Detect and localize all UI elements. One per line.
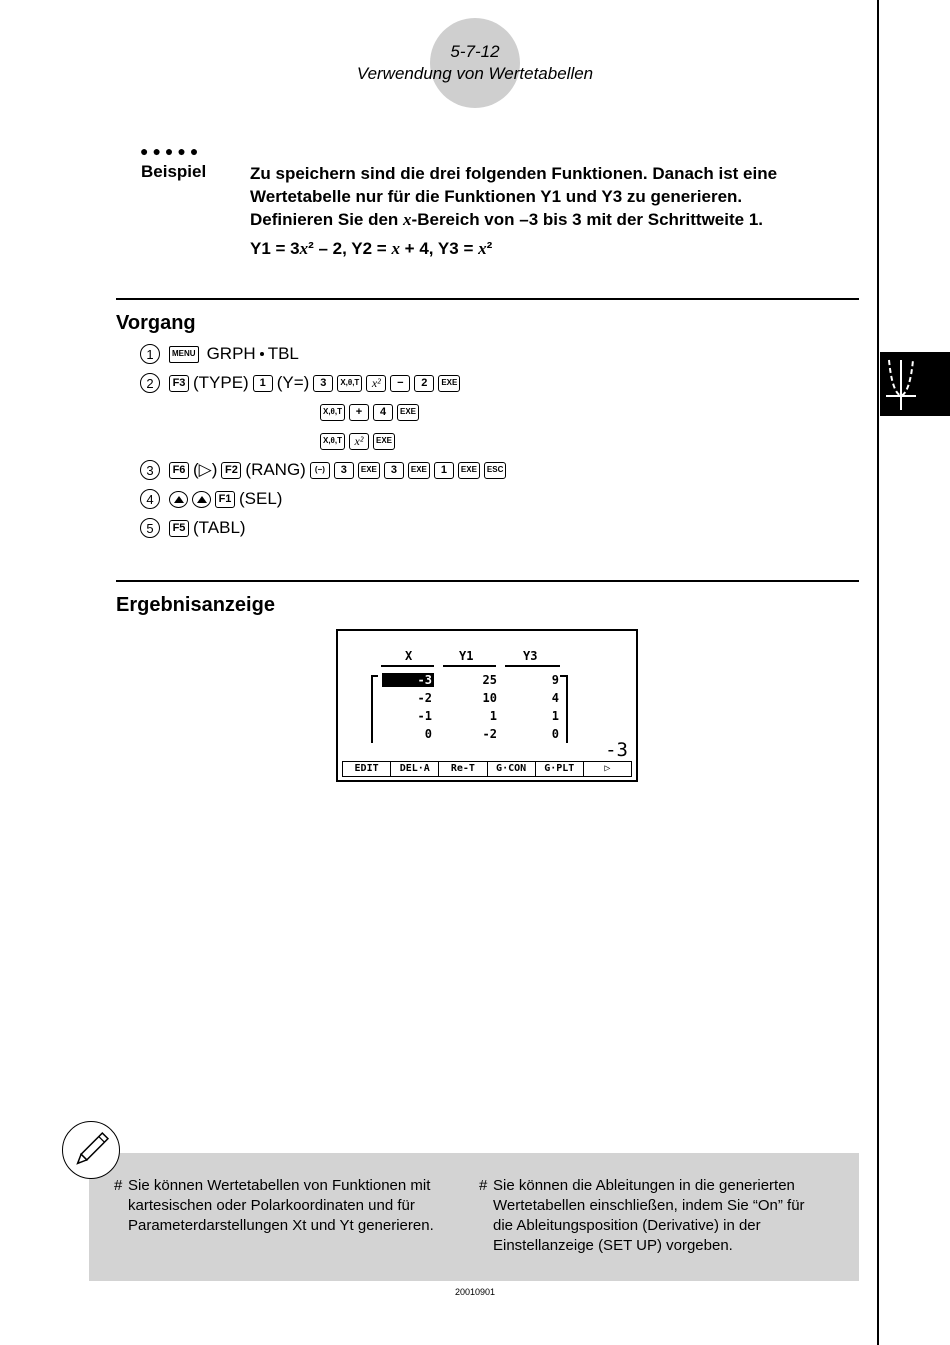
step-2-line-2	[320, 401, 423, 423]
key-2: 2	[414, 375, 434, 392]
table-cell-selected: -3	[382, 673, 434, 687]
column-header: Y1	[459, 649, 474, 663]
bullet-dot	[260, 352, 264, 356]
key-exe: EXE	[458, 462, 480, 479]
key-xthetat: X,θ,T	[320, 404, 345, 421]
table-cell: 0	[551, 727, 559, 741]
step-number: 5	[140, 518, 160, 538]
section-divider	[116, 580, 859, 582]
example-text	[250, 162, 850, 260]
example-line-1: Zu speichern sind die drei folgenden Funktionen. Danach ist eine	[250, 164, 778, 183]
table-cell: 1	[489, 709, 497, 723]
column-header: X	[405, 649, 413, 663]
table-cell: -1	[417, 709, 432, 723]
page-number: 5-7-12	[450, 42, 500, 61]
note-hash: #	[479, 1177, 488, 1194]
key-exe: EXE	[408, 462, 430, 479]
menu-del-a: DEL·A	[390, 762, 438, 777]
key-f2: F2	[221, 462, 241, 479]
menu-edit: EDIT	[342, 762, 390, 777]
key-xthetat: X,θ,T	[320, 433, 345, 450]
key-label: (RANG)	[245, 460, 306, 479]
key-minus: −	[390, 375, 410, 392]
example-dots: ●●●●●	[140, 143, 203, 159]
key-x-squared: x²	[349, 433, 369, 450]
matrix-bracket-right-top	[560, 675, 568, 677]
key-3: 3	[384, 462, 404, 479]
pencil-icon	[63, 1122, 119, 1178]
key-3: 3	[313, 375, 333, 392]
step-4	[140, 488, 286, 510]
step-number: 3	[140, 460, 160, 480]
table-cell: 4	[551, 691, 559, 705]
key-3: 3	[334, 462, 354, 479]
current-value: -3	[605, 739, 628, 761]
step-2-line-3	[320, 430, 399, 452]
header-underline	[381, 665, 434, 667]
table-cell: -2	[417, 691, 432, 705]
note-icon	[62, 1121, 120, 1179]
cursor-up-key-icon	[192, 491, 211, 508]
note-left	[114, 1176, 464, 1236]
header-underline	[505, 665, 560, 667]
table-cell: 9	[551, 673, 559, 687]
key-f3: F3	[169, 375, 189, 392]
key-exe: EXE	[438, 375, 460, 392]
table-cell: 10	[482, 691, 497, 705]
step-5	[140, 517, 250, 539]
key-negative: (−)	[310, 462, 330, 479]
procedure-title: Vorgang	[116, 312, 196, 334]
key-exe: EXE	[373, 433, 395, 450]
example-label: Beispiel	[141, 162, 207, 181]
key-exe: EXE	[358, 462, 380, 479]
note-line: Sie können Wertetabellen von Funktionen mit	[128, 1177, 431, 1194]
key-label: (SEL)	[239, 489, 283, 508]
chapter-tab	[880, 352, 950, 416]
key-label: (TABL)	[193, 518, 246, 537]
key-1: 1	[434, 462, 454, 479]
key-x-squared: x²	[366, 375, 386, 392]
note-line: Parameterdarstellungen Xt und Yt generieren.	[128, 1217, 434, 1234]
note-hash: #	[114, 1177, 123, 1194]
key-xthetat: X,θ,T	[337, 375, 362, 392]
note-line: Wertetabellen einschließen, indem Sie “On” für	[493, 1197, 805, 1214]
matrix-bracket-left-top	[371, 675, 378, 677]
menu-re-t: Re-T	[438, 762, 486, 777]
table-cell: 25	[482, 673, 497, 687]
matrix-bracket-left	[371, 675, 373, 743]
note-line: Einstellanzeige (SET UP) vorgeben.	[493, 1237, 733, 1254]
example-line-3: Definieren Sie den x-Bereich von –3 bis 3 mit der Schrittweite 1.	[250, 210, 763, 229]
step-number: 2	[140, 373, 160, 393]
matrix-bracket-right	[566, 675, 568, 743]
key-label: (TYPE)	[193, 373, 249, 392]
key-4: 4	[373, 404, 393, 421]
key-1: 1	[253, 375, 273, 392]
section-title: Verwendung von Wertetabellen	[356, 64, 594, 83]
section-divider	[116, 298, 859, 300]
note-line: kartesischen oder Polarkoordinaten und für	[128, 1197, 415, 1214]
step-number: 4	[140, 489, 160, 509]
menu-next: ▷	[583, 762, 632, 777]
graph-icon	[880, 352, 950, 416]
key-f5: F5	[169, 520, 189, 537]
note-line: Sie können die Ableitungen in die generierten	[493, 1177, 795, 1194]
step-number: 1	[140, 344, 160, 364]
key-plus: +	[349, 404, 369, 421]
step-1	[140, 343, 299, 365]
table-cell: 0	[424, 727, 432, 741]
calculator-screen	[336, 629, 638, 782]
result-title: Ergebnisanzeige	[116, 594, 275, 616]
note-line: die Ableitungsposition (Derivative) in der	[493, 1217, 761, 1234]
key-f1: F1	[215, 491, 235, 508]
step-text: TBL	[267, 344, 299, 363]
key-f6: F6	[169, 462, 189, 479]
header-underline	[443, 665, 496, 667]
right-margin-rule	[877, 0, 879, 1345]
step-3	[140, 459, 510, 481]
key-exe: EXE	[397, 404, 419, 421]
note-right	[479, 1176, 849, 1256]
example-functions: Y1 = 3x² – 2, Y2 = x + 4, Y3 = x²	[250, 239, 493, 258]
table-cell: 1	[551, 709, 559, 723]
header-circle	[430, 18, 520, 108]
menu-g-plt: G·PLT	[535, 762, 583, 777]
menu-g-con: G·CON	[487, 762, 535, 777]
cursor-up-key-icon	[169, 491, 188, 508]
column-header: Y3	[523, 649, 538, 663]
key-esc: ESC	[484, 462, 506, 479]
key-label: (Y=)	[276, 373, 310, 392]
example-line-2: Wertetabelle nur für die Funktionen Y1 und Y3 zu generieren.	[250, 187, 743, 206]
table-cell: -2	[482, 727, 497, 741]
menu-key: MENU	[169, 346, 199, 363]
footer-code: 20010901	[454, 1287, 496, 1297]
function-menu-bar	[342, 761, 632, 777]
step-text: GRPH	[206, 344, 256, 363]
key-label: (▷)	[193, 460, 218, 479]
step-2	[140, 372, 464, 394]
